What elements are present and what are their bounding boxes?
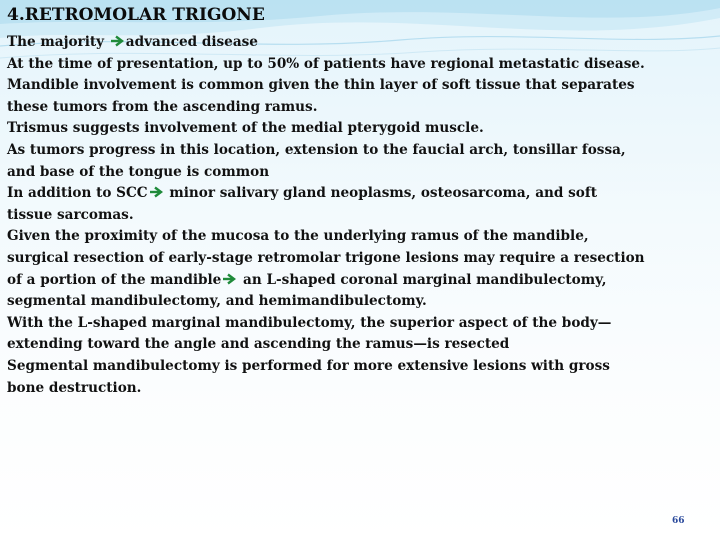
body-line: surgical resection of early-stage retromolar trigone lesions may require a resection [7, 249, 645, 266]
body-line: At the time of presentation, up to 50% of patients have regional metastatic disease. [7, 55, 645, 72]
body-line: and base of the tongue is common [7, 163, 270, 180]
body-line: With the L-shaped marginal mandibulectomy, the superior aspect of the body— [7, 314, 612, 331]
arrow-right-icon [110, 35, 124, 47]
body-line: tissue sarcomas. [7, 206, 134, 223]
body-line: Segmental mandibulectomy is performed for more extensive lesions with gross [7, 357, 610, 374]
body-line: Trismus suggests involvement of the medial pterygoid muscle. [7, 120, 484, 137]
arrow-right-icon [149, 186, 163, 198]
body-line: The majority advanced disease [7, 34, 258, 50]
body-line: Mandible involvement is common given the thin layer of soft tissue that separates [7, 77, 635, 94]
body-line: segmental mandibulectomy, and hemimandibulectomy. [7, 293, 427, 310]
body-line: these tumors from the ascending ramus. [7, 98, 318, 115]
page-number: 66 [672, 516, 685, 526]
body-line: bone destruction. [7, 379, 142, 396]
slide-title: 4.RETROMOLAR TRIGONE [7, 5, 265, 25]
body-line: As tumors progress in this location, extension to the faucial arch, tonsillar fossa, [7, 141, 626, 158]
slide-body [7, 32, 713, 399]
arrow-right-icon [222, 273, 236, 285]
body-line: of a portion of the mandible an L-shaped coronal marginal mandibulectomy, [7, 271, 607, 288]
body-line: In addition to SCC minor salivary gland neoplasms, osteosarcoma, and soft [7, 185, 597, 202]
body-line: Given the proximity of the mucosa to the underlying ramus of the mandible, [7, 228, 589, 245]
body-line: extending toward the angle and ascending the ramus—is resected [7, 336, 510, 353]
